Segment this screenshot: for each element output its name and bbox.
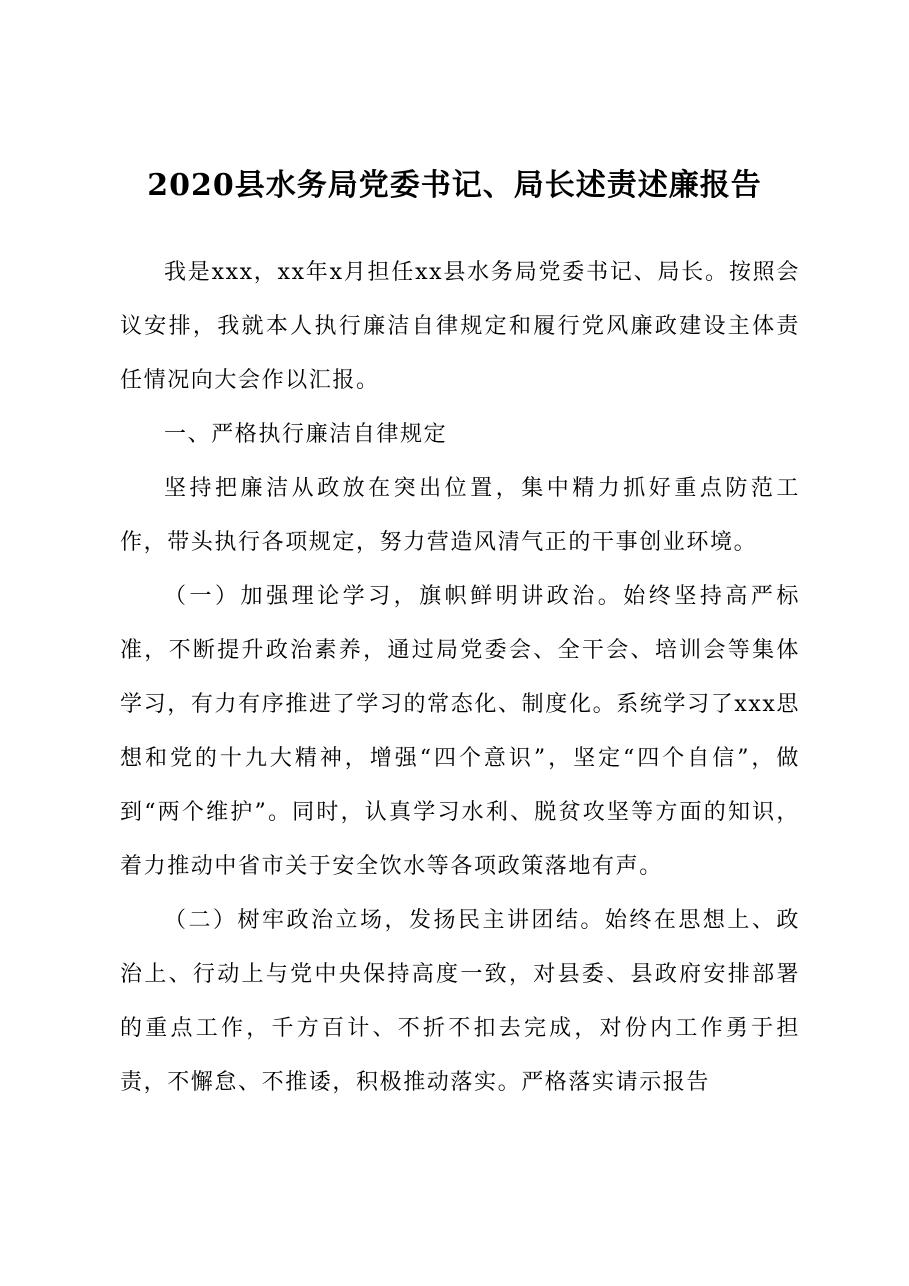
paragraph-section-1-summary: 坚持把廉洁从政放在突出位置，集中精力抓好重点防范工作，带头执行各项规定，努力营造风清气正的干事创业环境。 — [120, 476, 800, 555]
document-body — [120, 246, 800, 1110]
document-title: 2020县水务局党委书记、局长述责述廉报告 — [147, 168, 762, 203]
paragraph-subsection-2: （二）树牢政治立场，发扬民主讲团结。始终在思想上、政治上、行动上与党中央保持高度一致，对县委、县政府安排部署的重点工作，千方百计、不折不扣去完成，对份内工作勇于担责，不懈怠、不推诿，积极推动落实。严格落实请示报告 — [120, 908, 800, 1095]
section-heading-1: 一、严格执行廉洁自律规定 — [164, 422, 448, 447]
paragraph-subsection-1: （一）加强理论学习，旗帜鲜明讲政治。始终坚持高严标准，不断提升政治素养，通过局党委会、全干会、培训会等集体学习，有力有序推进了学习的常态化、制度化。系统学习了xxx思想和党的十九大精神，增强“四个意识”，坚定“四个自信”，做到“两个维护”。同时，认真学习水利、脱贫攻坚等方面的知识，着力推动中省市关于安全饮水等各项政策落地有声。 — [120, 584, 800, 879]
paragraph-intro: 我是xxx，xx年x月担任xx县水务局党委书记、局长。按照会议安排，我就本人执行廉洁自律规定和履行党风廉政建设主体责任情况向大会作以汇报。 — [120, 260, 800, 393]
